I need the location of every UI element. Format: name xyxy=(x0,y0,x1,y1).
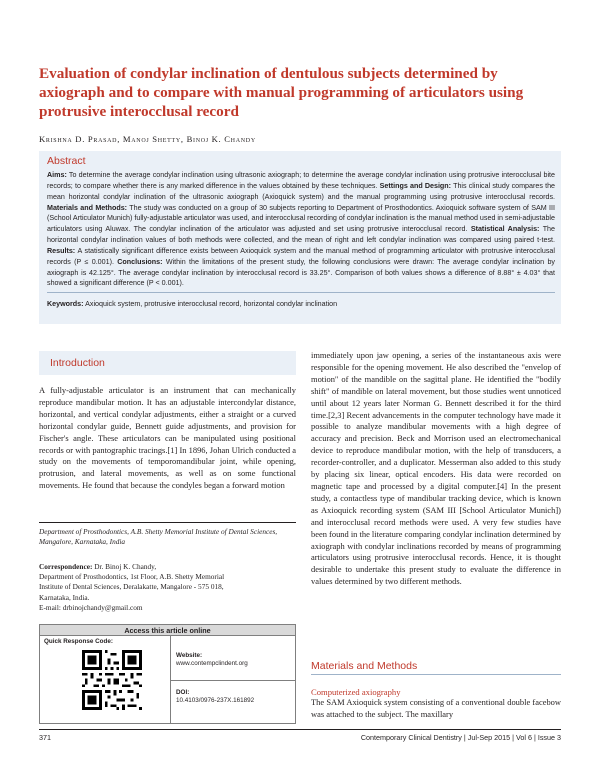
methods-text: The study was conducted on a group of 30 subjects reporting to Department of Prosthodontics. Axioquick software system of SAM III (School Articulator Munich) fully-adjustable articulator was used, and interocclusal recording of condylar inclination is the manual method used in semi-adjustable articulators using Aluwax. The condylar inclination of the articulator was adjusted and set using protrusive interocclusal record. xyxy=(47,203,555,234)
correspondence-line1: Department of Prosthodontics, 1st Floor, A.B. Shetty Memorial xyxy=(39,572,225,582)
author-list: Krishna D. Prasad, Manoj Shetty, Binoj K. Chandy xyxy=(39,134,256,144)
settings-label: Settings and Design: xyxy=(377,181,452,190)
introduction-heading: Introduction xyxy=(50,357,105,369)
settings-text: This clinical study compares the mean horizontal condylar inclination of the ultrasonic axiograph (Axioquick system) and the manual programming using protrusive interocclusal records. xyxy=(47,181,556,201)
qr-code-icon[interactable] xyxy=(82,650,142,710)
keywords xyxy=(47,299,555,309)
access-header: Access this article online xyxy=(40,625,295,636)
access-divider-horizontal xyxy=(170,680,295,681)
correspondence-line2: Institute of Dental Sciences, Deralakatte, Mangalore - 575 018, xyxy=(39,582,224,592)
website-link[interactable]: www.contempclindent.org xyxy=(176,660,248,667)
keywords-text: Axioquick system, protrusive interocclusal record, horizontal condylar inclination xyxy=(83,300,338,308)
page-number: 371 xyxy=(39,733,51,742)
results-text: A statistically significant difference exists between Axioquick system and the manual method of programming articulator with protrusive interocclusal records (P ≤ 0.001). xyxy=(47,246,555,266)
doi-link[interactable]: 10.4103/0976-237X.161892 xyxy=(176,697,255,704)
conclusions-text: Within the limitations of the present study, the following conclusions were drawn: The average condylar inclination by axiograph is 42.125°. The average condylar inclination by interocclusal record is 33.25°. Comparison of both values shows a difference of 8.88° ± 4.03° that showed a significant difference (P < 0.001). xyxy=(47,257,555,288)
correspondence-label: Correspondence: xyxy=(39,562,93,571)
abstract-body xyxy=(47,170,555,289)
methods-text: The SAM Axioquick system consisting of a conventional double facebow was attached to the subject. The maxillary xyxy=(311,697,561,719)
footer-divider xyxy=(39,729,561,730)
qr-label: Quick Response Code: xyxy=(44,638,113,645)
correspondence-name: Dr. Binoj K. Chandy, xyxy=(92,562,157,571)
aims-label: Aims: xyxy=(47,171,67,179)
methods-heading: Materials and Methods xyxy=(311,660,418,672)
keywords-label: Keywords: xyxy=(47,300,84,308)
article-title: Evaluation of condylar inclination of dentulous subjects determined by axiograph and to compare with manual programming of articulators using protrusive interocclusal record xyxy=(39,65,524,120)
introduction-right-column: immediately upon jaw opening, a series of the instantaneous axis were responsible for the opening movement. He also described the "envelop of motion" of the mandible on the sagittal plane. He identified the "bodily shift" of mandible on lateral movement, but those studies went unnoticed until about 12 years later Norman G. Bennett described it for the third time.[2,3] Recent advancements in the computer technology have made it possible to analyze mandibular movements with a high degree of accuracy and precision. Beck and Morrison used an electromechanical device to reproduce mandibular motion, with the help of transducers, a recorder-controller, and a duplicator. Messerman also added to this study by placing six linear, optical encoders. His data were recorded on magnetic tape and processed by a digital computer.[4] In the present study, a contactless type of mandibular tracking device, which is known as Axioquick recording system (SAM III [School Articulator Munich]) and interocclusal record methods were used. A very few studies have been found in the literature comparing condylar inclination determined by axiograph with condylar inclinations recorded by means of programming articulators using protrusive interocclusal records. Hence, it is thought desirable to undertake this present study to evaluate the difference in values determined by two different methods. xyxy=(311,350,561,587)
access-online-box xyxy=(39,624,296,724)
correspondence-email[interactable]: E-mail: drbinojchandy@gmail.com xyxy=(39,602,143,612)
correspondence-line3: Karnataka, India. xyxy=(39,592,90,602)
website-label: Website: xyxy=(176,652,203,659)
methods-subheading: Computerized axiography xyxy=(311,687,401,697)
abstract-heading: Abstract xyxy=(47,155,86,167)
methods-label: Materials and Methods: xyxy=(47,203,128,212)
doi-label: DOI: xyxy=(176,689,190,696)
aims-text: To determine the average condylar inclination using ultrasonic axiograph; to determine the average condylar inclination using protrusive interocclusal bite records; to compare whether there is any marked difference in the values obtained by these techniques. xyxy=(47,171,555,190)
stats-text: The horizontal condylar inclination values of both methods were collected, and the mean of right and left condylar inclination was compared using paired t-test. xyxy=(47,225,556,245)
journal-citation: Contemporary Clinical Dentistry | Jul-Sep 2015 | Vol 6 | Issue 3 xyxy=(360,733,561,742)
stats-label: Statistical Analysis: xyxy=(467,225,540,234)
correspondence xyxy=(39,562,296,613)
conclusions-label: Conclusions: xyxy=(113,257,163,266)
methods-divider xyxy=(311,674,561,675)
affiliation: Department of Prosthodontics, A.B. Shetty Memorial Institute of Dental Sciences, Mangalore, Karnataka, India xyxy=(39,527,278,546)
keywords-divider xyxy=(47,292,555,293)
introduction-left-column: A fully-adjustable articulator is an instrument that can mechanically reproduce mandibular motion. It has an adjustable intercondylar distance, horizontal, and vertical condylar adjustments, either a straight or a curved horizontal condylar guide, Bennett guide adjustments, and provision for Fischer's angle. These articulators can be manipulated using positional records or with pantographic tracings.[1] In 1896, Johan Ulrich conducted a study on the movements of temporomandibular joint, while opening, protrusion, and lateral movements, as well as on some functional movements. He found that because the condyles began a forward motion xyxy=(39,385,296,491)
affiliation-divider xyxy=(39,522,296,523)
results-label: Results: xyxy=(47,246,76,255)
